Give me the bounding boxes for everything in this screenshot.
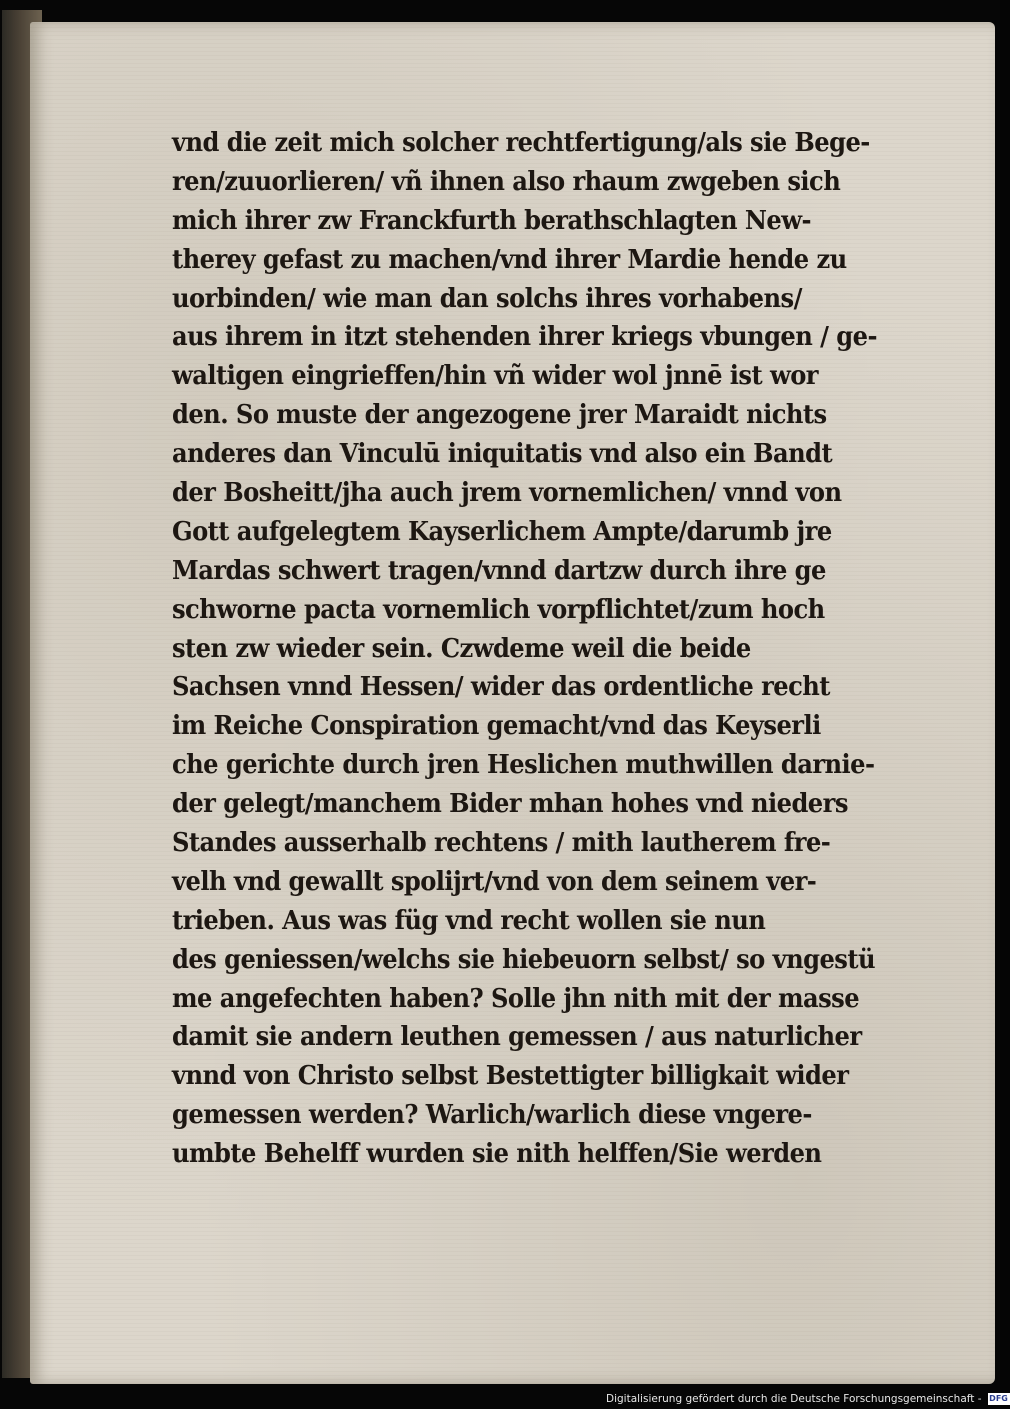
text-line: schworne pacta vornemlich vorpflichtet/zum hoch	[172, 594, 825, 625]
text-line: Standes ausserhalb rechtens / mith lautherem fre-	[172, 828, 831, 859]
digitization-footer	[606, 1391, 1010, 1407]
text-line: vnd die zeit mich solcher rechtfertigung/als sie Bege-	[172, 128, 870, 158]
text-line: umbte Behelff wurden sie nith helffen/Sie werden	[172, 1139, 822, 1170]
dfg-logo-icon: DFG	[989, 1394, 1008, 1403]
text-block	[172, 124, 932, 1174]
text-line: sten zw wieder sein. Czwdeme weil die beide	[172, 633, 751, 664]
text-line: trieben. Aus was füg vnd recht wollen sie nun	[172, 905, 766, 936]
text-line: damit sie andern leuthen gemessen / aus naturlicher	[172, 1022, 862, 1053]
text-line: im Reiche Conspiration gemacht/vnd das Keyserli	[172, 711, 821, 742]
text-line: waltigen eingrieffen/hin vñ wider wol jnnē ist wor	[172, 361, 818, 392]
text-line: Sachsen vnnd Hessen/ wider das ordentliche recht	[172, 672, 830, 703]
text-line: des geniessen/welchs sie hiebeuorn selbst/ so vngestü	[172, 944, 875, 975]
text-line: vnnd von Christo selbst Bestettigter billigkait wider	[172, 1061, 849, 1092]
footer-credit-text: Digitalisierung gefördert durch die Deutsche Forschungsgemeinschaft -	[606, 1393, 982, 1405]
text-line: Gott aufgelegtem Kayserlichem Ampte/darumb jre	[172, 516, 832, 547]
text-line: anderes dan Vinculū iniquitatis vnd also ein Bandt	[172, 439, 833, 470]
text-line: uorbinden/ wie man dan solchs ihres vorhabens/	[172, 283, 802, 314]
text-line: therey gefast zu machen/vnd ihrer Mardie hende zu	[172, 244, 847, 275]
text-line: aus ihrem in itzt stehenden ihrer kriegs vbungen / ge-	[172, 322, 877, 353]
text-line: ren/zuuorlieren/ vñ ihnen also rhaum zwgeben sich	[172, 166, 841, 197]
text-line: der gelegt/manchem Bider mhan hohes vnd nieders	[172, 789, 848, 820]
text-line: den. So muste der angezogene jrer Maraidt nichts	[172, 400, 827, 431]
text-line: velh vnd gewallt spolijrt/vnd von dem seinem ver-	[172, 866, 817, 897]
text-line: mich ihrer zw Franckfurth berathschlagten New-	[172, 205, 811, 236]
text-line: gemessen werden? Warlich/warlich diese vngere-	[172, 1100, 812, 1131]
text-line: Mardas schwert tragen/vnnd dartzw durch ihre ge	[172, 555, 826, 586]
text-line: der Bosheitt/jha auch jrem vornemlichen/ vnnd von	[172, 478, 842, 509]
text-line: che gerichte durch jren Heslichen muthwillen darnie-	[172, 750, 875, 781]
text-line: me angefechten haben? Solle jhn nith mit der masse	[172, 983, 860, 1014]
